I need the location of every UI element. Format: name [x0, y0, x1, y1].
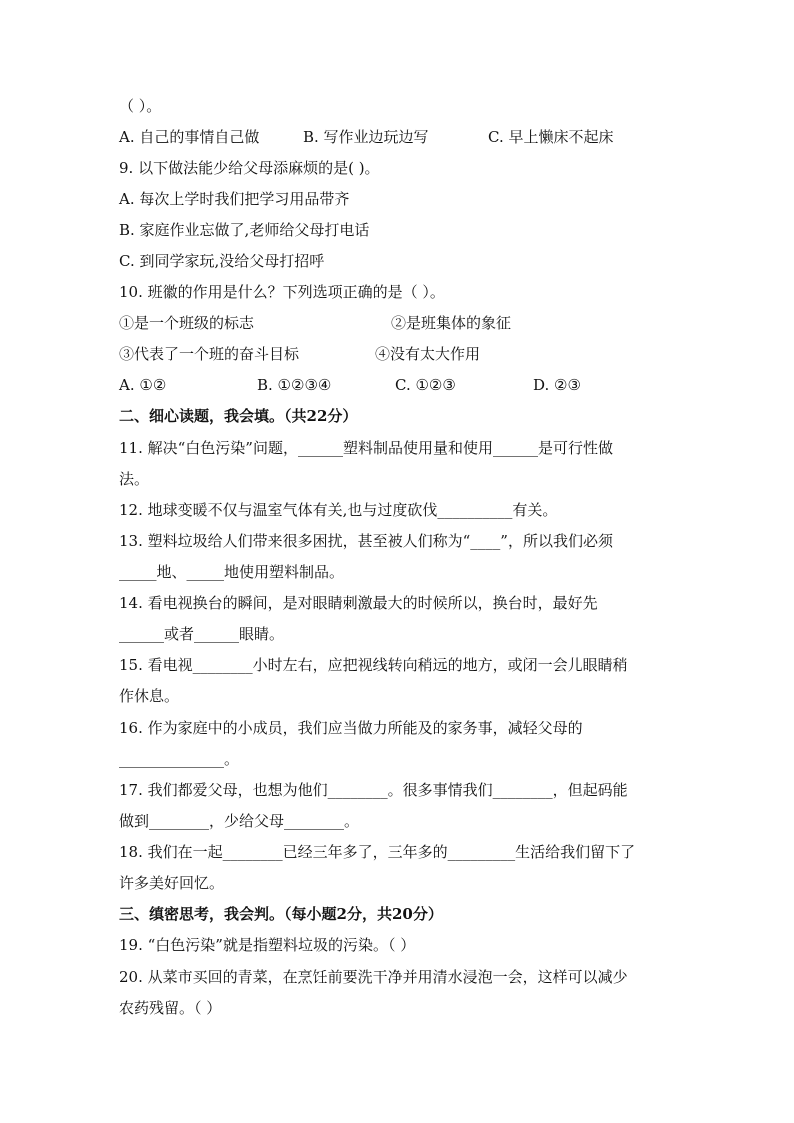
q9-option-c: C. 到同学家玩,没给父母打招呼	[119, 252, 325, 270]
q16-line2: ______________。	[119, 750, 240, 768]
section-3-heading: 三、缜密思考，我会判。（每小题2分，共20分）	[119, 905, 443, 923]
q17-line1: 17. 我们都爱父母，也想为他们________。很多事情我们________，但起码能	[119, 781, 628, 799]
q8-answer-blank: （ ）。	[119, 97, 162, 115]
section-2-heading: 二、细心读题，我会填。（共22分）	[119, 407, 358, 425]
q9-option-b: B. 家庭作业忘做了,老师给父母打电话	[119, 221, 370, 239]
q10-option-d: D. ②③	[533, 376, 581, 394]
q15-line2: 作休息。	[119, 687, 180, 705]
q10-statement-2: ②是班集体的象征	[391, 314, 512, 332]
q11-line1: 11. 解决“白色污染”问题，______塑料制品使用量和使用______是可行性做	[119, 439, 613, 457]
q11-line2: 法。	[119, 470, 150, 488]
q9-option-a: A. 每次上学时我们把学习用品带齐	[119, 190, 350, 208]
q10-option-b: B. ①②③④	[257, 376, 332, 394]
q10-option-c: C. ①②③	[395, 376, 456, 394]
q13-line1: 13. 塑料垃圾给人们带来很多困扰，甚至被人们称为“____”，所以我们必须	[119, 532, 613, 550]
q10-statement-3: ③代表了一个班的奋斗目标	[119, 345, 300, 363]
q14-line1: 14. 看电视换台的瞬间，是对眼睛刺激最大的时候所以，换台时，最好先	[119, 594, 598, 612]
q18-line2: 许多美好回忆。	[119, 874, 225, 892]
q14-line2: ______或者______眼睛。	[119, 625, 285, 643]
q20-line1: 20. 从菜市买回的青菜，在烹饪前要洗干净并用清水浸泡一会，这样可以减少	[119, 968, 628, 986]
q18-line1: 18. 我们在一起________已经三年多了，三年多的_________生活给我们留下了	[119, 843, 636, 861]
q9-stem: 9. 以下做法能少给父母添麻烦的是( )。	[119, 159, 380, 177]
q10-option-a: A. ①②	[119, 376, 167, 394]
q15-line1: 15. 看电视________小时左右，应把视线转向稍远的地方，或闭一会儿眼睛稍	[119, 656, 628, 674]
q16-line1: 16. 作为家庭中的小成员，我们应当做力所能及的家务事，减轻父母的	[119, 719, 583, 737]
q10-statement-1: ①是一个班级的标志	[119, 314, 255, 332]
q10-stem: 10. 班徽的作用是什么？下列选项正确的是（ ）。	[119, 283, 445, 301]
q8-option-a: A. 自己的事情自己做	[119, 128, 260, 146]
q8-option-c: C. 早上懒床不起床	[488, 128, 614, 146]
q19: 19. “白色污染”就是指塑料垃圾的污染。（ ）	[119, 936, 416, 954]
q12: 12. 地球变暖不仅与温室气体有关,也与过度砍伐__________有关。	[119, 501, 558, 519]
q20-line2: 农药残留。（ ）	[119, 999, 222, 1017]
q10-statement-4: ④没有太大作用	[375, 345, 481, 363]
q17-line2: 做到________，少给父母________。	[119, 812, 360, 830]
q8-option-b: B. 写作业边玩边写	[303, 128, 429, 146]
q13-line2: _____地、_____地使用塑料制品。	[119, 563, 345, 581]
